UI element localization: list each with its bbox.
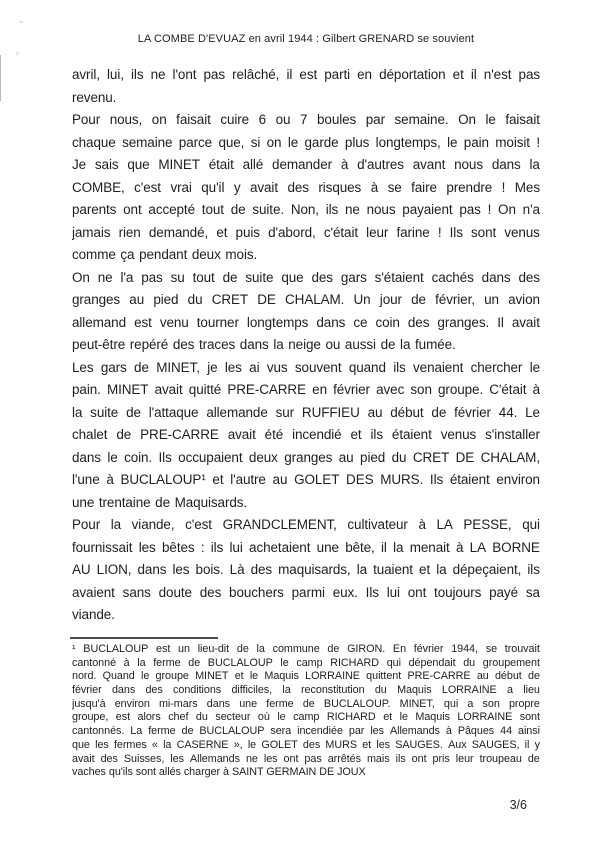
text-line: dans le coin. Ils occupaient deux granges au pied du CRET DE CHALAM, (72, 449, 540, 465)
text-line: jamais rien demandé, et puis d'abord, c'était leur farine ! Ils sont venus (72, 224, 540, 240)
footnote (72, 643, 540, 780)
text-line: nord. Quand le groupe MINET et le Maquis LORRAINE quittent PRE-CARRE au début de (72, 670, 540, 683)
text-line: parents ont accepté tout de suite. Non, ils ne nous payaient pas ! On n'a (72, 202, 540, 217)
text-line: février dans des conditions difficiles, la reconstitution du Maquis LORRAINE a lieu (72, 684, 540, 697)
text-line: peut-être repéré des traces dans la neige ou aussi de la fumée. (72, 337, 456, 352)
text-line: chalet de PRE-CARRE avait été incendié et ils étaient venus s'installer (72, 427, 540, 442)
text-line: une trentaine de Maquisards. (72, 494, 248, 510)
text-line: comme ça pendant deux mois. (72, 247, 258, 262)
text-line: Je sais que MINET était allé demander à d'autres avant nous dans la (72, 157, 540, 172)
text-line: avait des Suisses, les Allemands ne les ont pas arrêtés mais ils ont pris leur troupeau de (72, 752, 540, 765)
text-line: granges au pied du CRET DE CHALAM. Un jour de février, un avion (72, 292, 540, 307)
text-line: pain. MINET avait quitté PRE-CARRE en février avec son groupe. C'était à (72, 382, 540, 397)
text-line: Pour la viande, c'est GRANDCLEMENT, cultivateur à LA PESSE, qui (72, 517, 540, 532)
text-line: cantonné à la ferme de BUCLALOUP le camp RICHARD qui dépendait du groupement (72, 656, 540, 669)
text-line: Les gars de MINET, je les ai vus souvent quand ils venaient chercher le (72, 359, 540, 375)
text-line: groupe, est alors chef du secteur où le camp RICHARD et le Maquis LORRAINE sont (72, 711, 540, 724)
scan-artifact (19, 21, 23, 23)
text-line: Pour nous, on faisait cuire 6 ou 7 boules par semaine. On le faisait (72, 112, 540, 127)
text-line: avril, lui, ils ne l'ont pas relâché, il est parti en déportation et il n'est pas (72, 67, 540, 82)
text-line: COMBE, c'est vrai qu'il y avait des risques à se faire prendre ! Mes (72, 179, 540, 195)
text-line: ¹ BUCLALOUP est un lieu-dit de la commune de GIRON. En février 1944, se trouvait (72, 643, 540, 655)
body-text (72, 64, 540, 627)
page-number: 3/6 (509, 798, 527, 812)
text-line: vaches qu'ils sont allés charger à SAINT GERMAIN DE JOUX (72, 766, 366, 779)
text-line: fournissait les bêtes : ils lui achetaient une bête, il la menait à LA BORNE (72, 539, 540, 555)
text-line: l'une à BUCLALOUP¹ et l'autre au GOLET DES MURS. Ils étaient environ (72, 472, 540, 487)
text-line: revenu. (72, 89, 117, 105)
text-line: jusqu'à environ mi-mars dans une ferme de BUCLALOUP. MINET, qui a son propre (72, 697, 540, 710)
text-line: viande. (72, 607, 115, 622)
scan-artifact (16, 52, 19, 55)
text-line: AU LION, dans les bois. Là des maquisards, la tuaient et la dépeçaient, ils (72, 562, 540, 577)
text-line: cantonnés. La ferme de BUCLALOUP sera incendiée par les Allemands à Pâques 44 ainsi (72, 725, 540, 738)
scan-artifact (0, 55, 1, 101)
text-line: chaque semaine parce que, si on le garde plus longtemps, le pain moisit ! (72, 134, 540, 150)
footnote-separator (70, 637, 218, 639)
text-line: la suite de l'attaque allemande sur RUFFIEU au début de février 44. Le (72, 404, 540, 420)
text-line: On ne l'a pas su tout de suite que des gars s'étaient cachés dans des (72, 269, 540, 285)
text-line: avaient sans doute des bouchers parmi eux. Ils lui ont toujours payé sa (72, 584, 540, 600)
text-line: allemand est venu tourner longtemps dans ce coin des granges. Il avait (72, 314, 540, 330)
page-header-title: LA COMBE D'EVUAZ en avril 1944 : Gilbert GRENARD se souvient (137, 33, 475, 45)
text-line: que les fermes « la CASERNE », le GOLET des MURS et les SAUGES. Aux SAUGES, il y (72, 738, 540, 751)
